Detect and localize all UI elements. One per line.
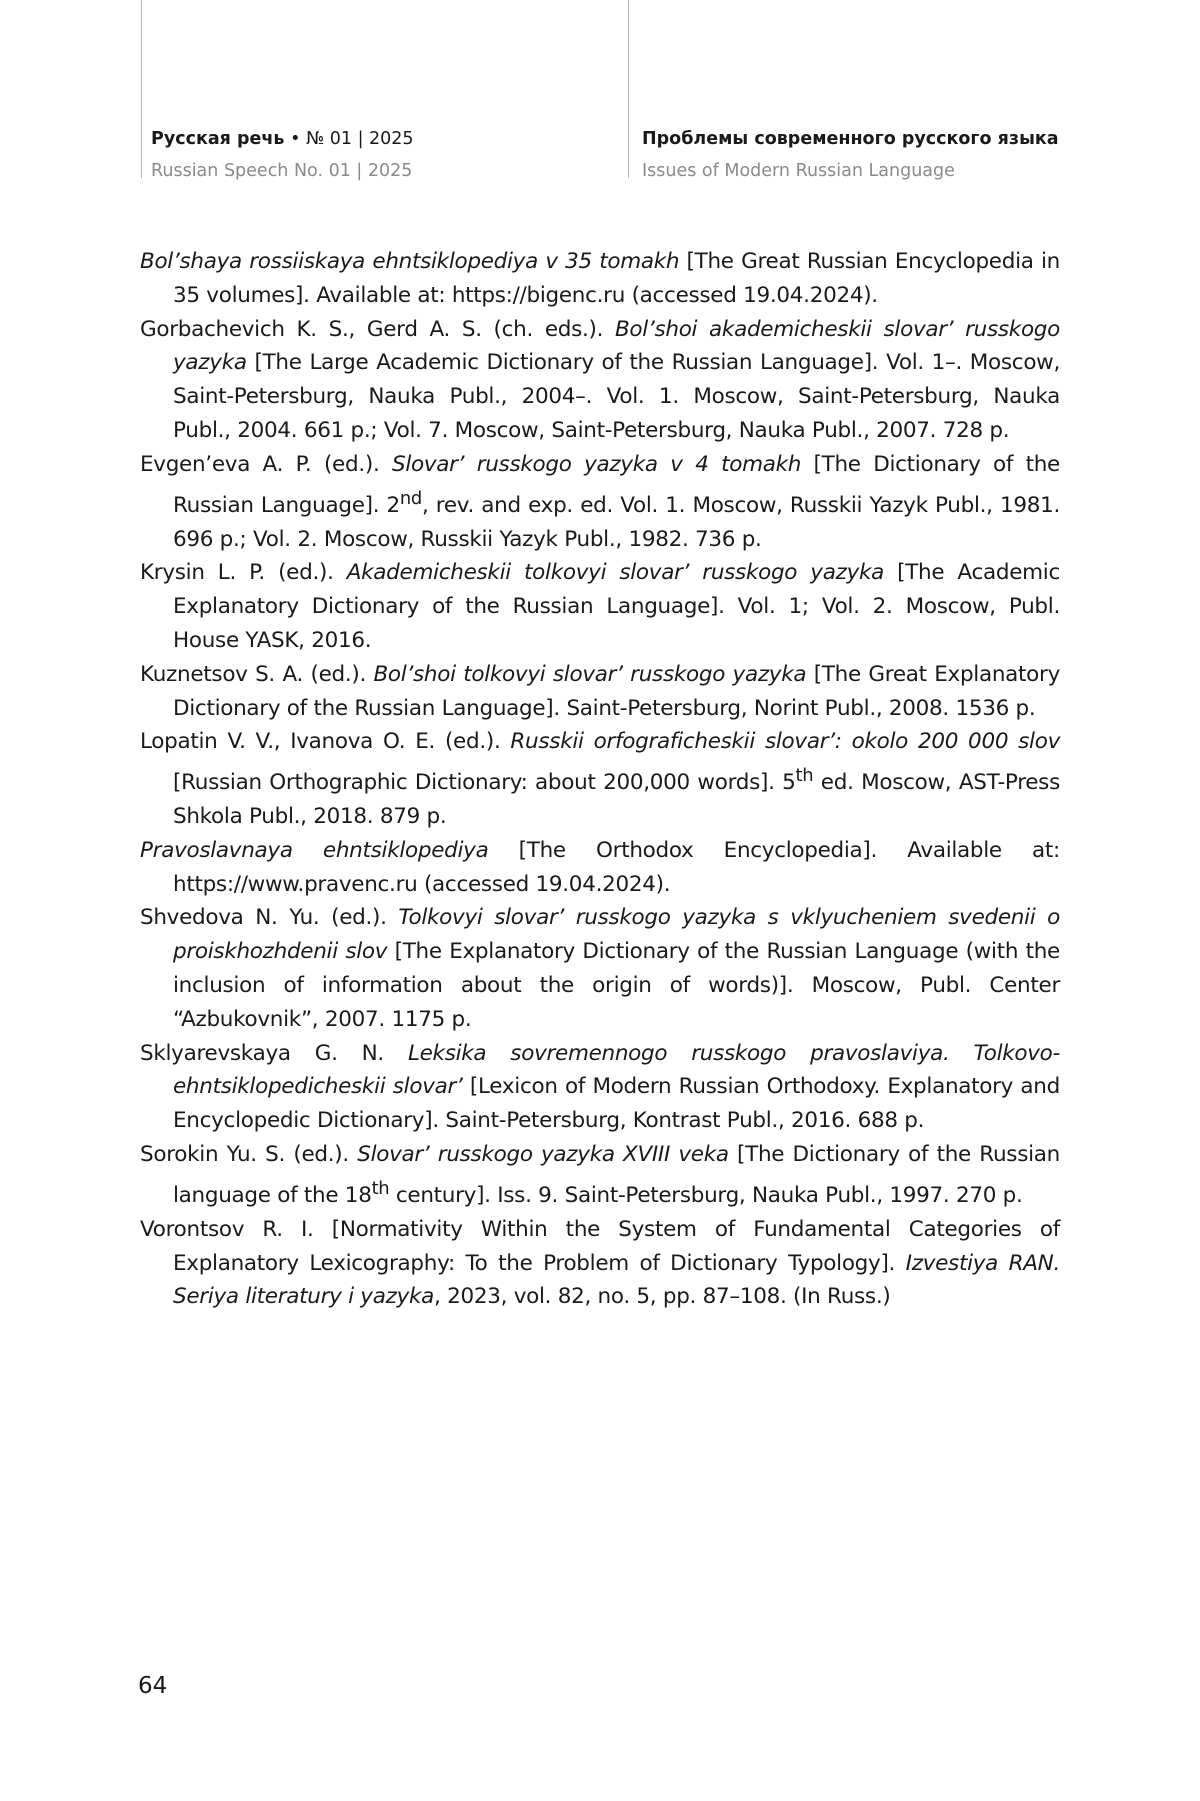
journal-title-ru [151, 123, 414, 155]
reference-title: Akademicheskii tolkovyi slovar’ russkogo yazyka [346, 560, 885, 586]
reference-title: Leksika sovremennogo russkogo pravoslaviya. Tolkovo-ehntsiklopedicheskii slovar’ [173, 1040, 1060, 1100]
reference-item: Bol’shaya rossiiskaya ehntsiklopediya v 35 tomakh [The Great Russian Encyclopedia in 35 volumes]. Available at: https://bigenc.ru (accessed 19.04.2024). [140, 249, 1060, 308]
section-header [642, 123, 1059, 187]
reference-item: Evgen’eva A. P. (ed.). Slovar’ russkogo yazyka v 4 tomakh [The Dictionary of the Russian Language]. 2nd, rev. and exp. ed. Vol. 1. Moscow, Russkii Yazyk Publ., 1981. 696 p.; Vol. 2. Moscow, Russkii Yazyk Publ., 1982. 736 p. [140, 451, 1060, 552]
reference-item: Gorbachevich K. S., Gerd A. S. (ch. eds.). Bol’shoi akademicheskii slovar’ russkogo yazyka [The Large Academic Dictionary of the Russian Language]. Vol. 1–. Moscow, Saint-Petersburg, Nauka Publ., 2004–. Vol. 1. Moscow, Saint-Petersburg, Nauka Publ., 2004. 661 p.; Vol. 7. Moscow, Saint-Petersburg, Nauka Publ., 2007. 728 p. [140, 316, 1061, 443]
reference-title: Bol’shoi akademicheskii slovar’ russkogo yazyka [173, 316, 1061, 376]
reference-item: Pravoslavnaya ehntsiklopediya [The Orthodox Encyclopedia]. Available at: https://www.pravenc.ru (accessed 19.04.2024). [140, 837, 1060, 897]
journal-header [151, 123, 414, 187]
journal-issue-ru: № 01 | 2025 [305, 129, 414, 149]
reference-title: Pravoslavnaya ehntsiklopediya [140, 837, 489, 863]
page-number: 64 [138, 1673, 168, 1699]
reference-item: Sorokin Yu. S. (ed.). Slovar’ russkogo yazyka XVIII veka [The Dictionary of the Russian language of the 18th century]. Iss. 9. Saint-Petersburg, Nauka Publ., 1997. 270 p. [140, 1142, 1060, 1208]
reference-title: Bol’shaya rossiiskaya ehntsiklopediya v 35 tomakh [140, 249, 680, 274]
reference-item: Lopatin V. V., Ivanova O. E. (ed.). Russkii orfograficheskii slovar’: okolo 200 000 slov [Russian Orthographic Dictionary: about 200,000 words]. 5th ed. Moscow, AST-Press Shkola Publ., 2018. 879 p. [140, 729, 1060, 830]
journal-name-ru: Русская речь [151, 129, 285, 149]
reference-title: Russkii orfograficheskii slovar’: okolo 200 000 slov [510, 729, 1060, 755]
section-title-en: Issues of Modern Russian Language [642, 161, 955, 181]
header-divider-left [141, 0, 142, 178]
section-title-ru: Проблемы современного русского языка [642, 129, 1059, 149]
header-bullet: • [290, 129, 301, 149]
reference-item: Shvedova N. Yu. (ed.). Tolkovyi slovar’ russkogo yazyka s vklyucheniem svedenii o proiskhozhdenii slov [The Explanatory Dictionary of the Russian Language (with the inclusion of information about the origin of words)]. Moscow, Publ. Center “Azbukovnik”, 2007. 1175 p. [140, 905, 1060, 1032]
reference-item: Krysin L. P. (ed.). Akademicheskii tolkovyi slovar’ russkogo yazyka [The Academic Explanatory Dictionary of the Russian Language]. Vol. 1; Vol. 2. Moscow, Publ. House YASK, 2016. [140, 560, 1060, 653]
reference-item: Sklyarevskaya G. N. Leksika sovremennogo russkogo pravoslaviya. Tolkovo-ehntsiklopedicheskii slovar’ [Lexicon of Modern Russian Orthodoxy. Explanatory and Encyclopedic Dictionary]. Saint-Petersburg, Kontrast Publ., 2016. 688 p. [140, 1040, 1060, 1134]
reference-title: Izvestiya RAN. Seriya literatury i yazyka [173, 1250, 1061, 1310]
journal-title-en: Russian Speech No. 01 | 2025 [151, 161, 413, 181]
reference-title: Slovar’ russkogo yazyka XVIII veka [357, 1142, 729, 1168]
reference-item: Vorontsov R. I. [Normativity Within the System of Fundamental Categories of Explanatory Lexicography: To the Problem of Dictionary Typology]. Izvestiya RAN. Seriya literatury i yazyka, 2023, vol. 82, no. 5, pp. 87–108. (In Russ.) [140, 1216, 1061, 1310]
reference-title: Tolkovyi slovar’ russkogo yazyka s vklyucheniem svedenii o proiskhozhdenii slov [173, 905, 1060, 965]
header-divider-right [628, 0, 629, 178]
reference-title: Slovar’ russkogo yazyka v 4 tomakh [391, 451, 802, 477]
reference-item: Kuznetsov S. A. (ed.). Bol’shoi tolkovyi slovar’ russkogo yazyka [The Great Explanatory Dictionary of the Russian Language]. Saint-Petersburg, Norint Publ., 2008. 1536 p. [140, 661, 1060, 721]
reference-list [140, 245, 1060, 1314]
reference-title: Bol’shoi tolkovyi slovar’ russkogo yazyka [373, 661, 807, 687]
